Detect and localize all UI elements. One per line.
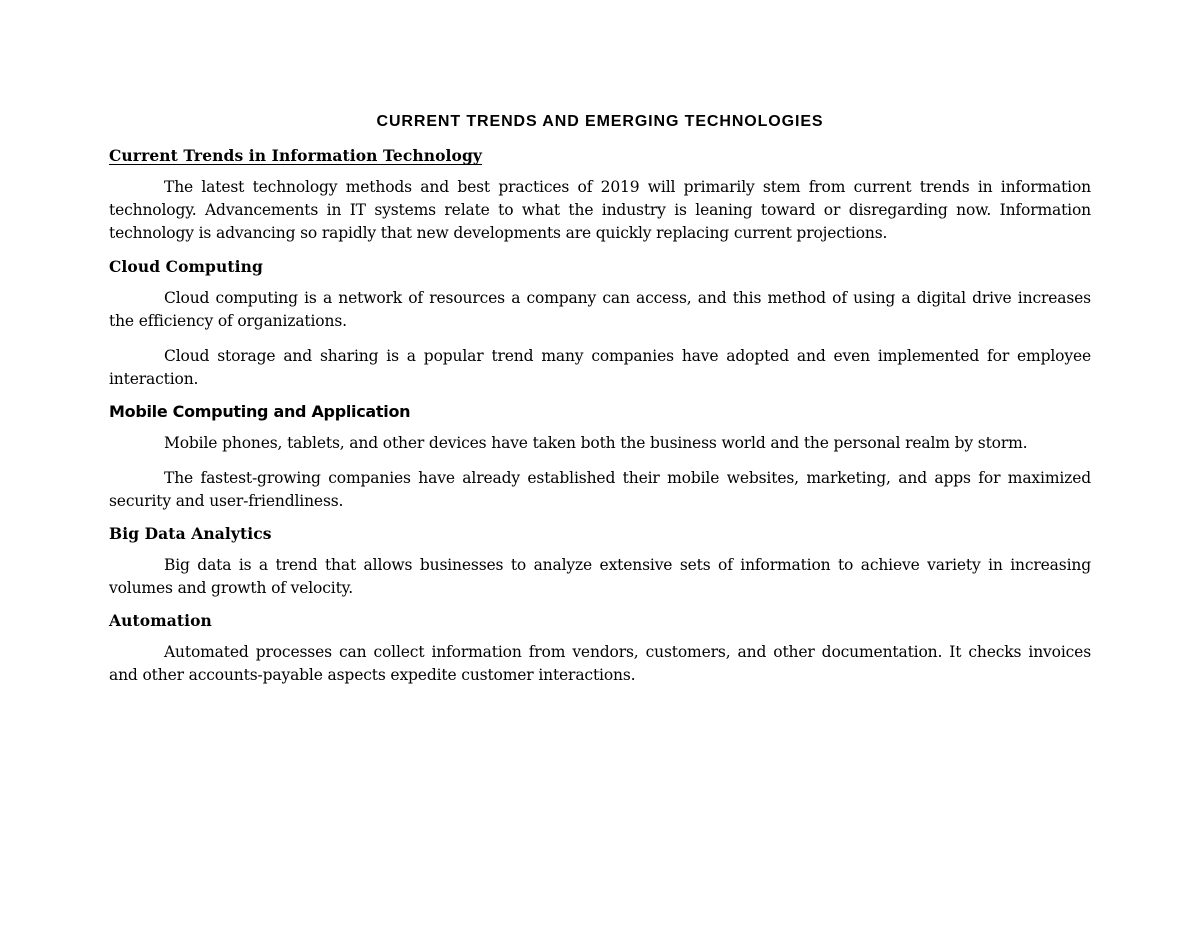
section-cloud-computing	[109, 257, 1091, 391]
section-heading-big-data: Big Data Analytics	[109, 524, 272, 543]
section-heading-cloud-computing: Cloud Computing	[109, 257, 263, 276]
paragraph-mobile-computing-1: Mobile phones, tablets, and other devices have taken both the business world and the personal realm by storm.	[164, 434, 1028, 452]
paragraph-automation-1: Automated processes can collect information from vendors, customers, and other documentation. It checks invoices and other accounts-payable aspects expedite customer interactions.	[109, 643, 1091, 684]
section-automation	[109, 611, 1091, 687]
section-heading-automation: Automation	[109, 611, 212, 630]
paragraph-current-trends-1: The latest technology methods and best practices of 2019 will primarily stem from current trends in information technology. Advancements in IT systems relate to what the industry is leaning toward or disregarding now. Information technology is advancing so rapidly that new developments are quickly replacing current projections.	[109, 178, 1091, 242]
section-heading-current-trends: Current Trends in Information Technology	[109, 146, 483, 165]
paragraph-cloud-computing-2: Cloud storage and sharing is a popular trend many companies have adopted and even implemented for employee interaction.	[109, 347, 1091, 388]
document-title: CURRENT TRENDS AND EMERGING TECHNOLOGIES	[376, 113, 824, 130]
section-mobile-computing	[109, 402, 1091, 513]
section-big-data	[109, 524, 1091, 600]
paragraph-cloud-computing-1: Cloud computing is a network of resources a company can access, and this method of using a digital drive increases the efficiency of organizations.	[109, 289, 1091, 330]
section-current-trends	[109, 146, 1091, 245]
paragraph-big-data-1: Big data is a trend that allows businesses to analyze extensive sets of information to achieve variety in increasing volumes and growth of velocity.	[109, 556, 1091, 597]
paragraph-mobile-computing-2: The fastest-growing companies have already established their mobile websites, marketing, and apps for maximized security and user-friendliness.	[109, 469, 1091, 510]
document-page	[109, 112, 1091, 699]
section-heading-mobile-computing: Mobile Computing and Application	[109, 402, 411, 421]
